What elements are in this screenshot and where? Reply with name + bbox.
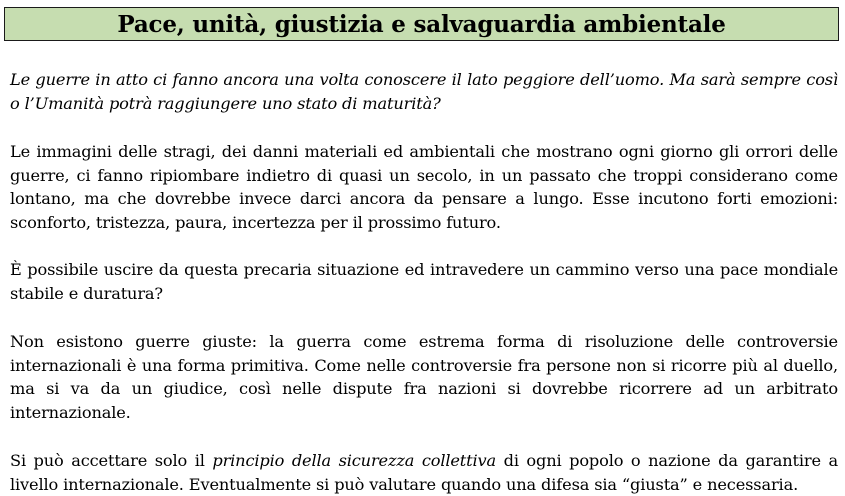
collective-security-emphasis: principio della sicurezza collettiva: [212, 451, 497, 470]
intro-paragraph: Le guerre in atto ci fanno ancora una volta conoscere il lato peggiore dell’uomo. Ma sarà sempre così o l’Umanità potrà raggiungere uno stato di maturità?: [10, 70, 838, 113]
paragraph-4-text-start: Si può accettare solo il: [10, 451, 213, 470]
body-paragraph-1: Le immagini delle stragi, dei danni materiali ed ambientali che mostrano ogni giorno gli orrori delle guerre, ci fanno ripiombare indietro di quasi un secolo, in un passato che troppi considerano come lontano, ma che dovrebbe invece darci ancora da pensare a lungo. Esse incutono forti emozioni: sconforto, tristezza, paura, incertezza per il prossimo futuro.: [10, 142, 838, 232]
page-title: Pace, unità, giustizia e salvaguardia ambientale: [117, 10, 726, 38]
body-paragraph-3: Non esistono guerre giuste: la guerra come estrema forma di risoluzione delle controversie internazionali è una forma primitiva. Come nelle controversie fra persone non si ricorre più al duello, ma si va da un giudice, così nelle dispute fra nazioni si dovrebbe ricorrere ad un arbitrato internazionale.: [10, 332, 838, 422]
paragraph-4-text-end: di ogni popolo o nazione da garantire a livello internazionale. Eventualmente si può valutare quando una difesa sia “giusta” e necessaria.: [10, 451, 839, 494]
body-paragraph-4: [10, 449, 838, 496]
title-banner: [4, 7, 839, 41]
body-paragraph-2: È possibile uscire da questa precaria situazione ed intravedere un cammino verso una pace mondiale stabile e duratura?: [10, 260, 838, 303]
